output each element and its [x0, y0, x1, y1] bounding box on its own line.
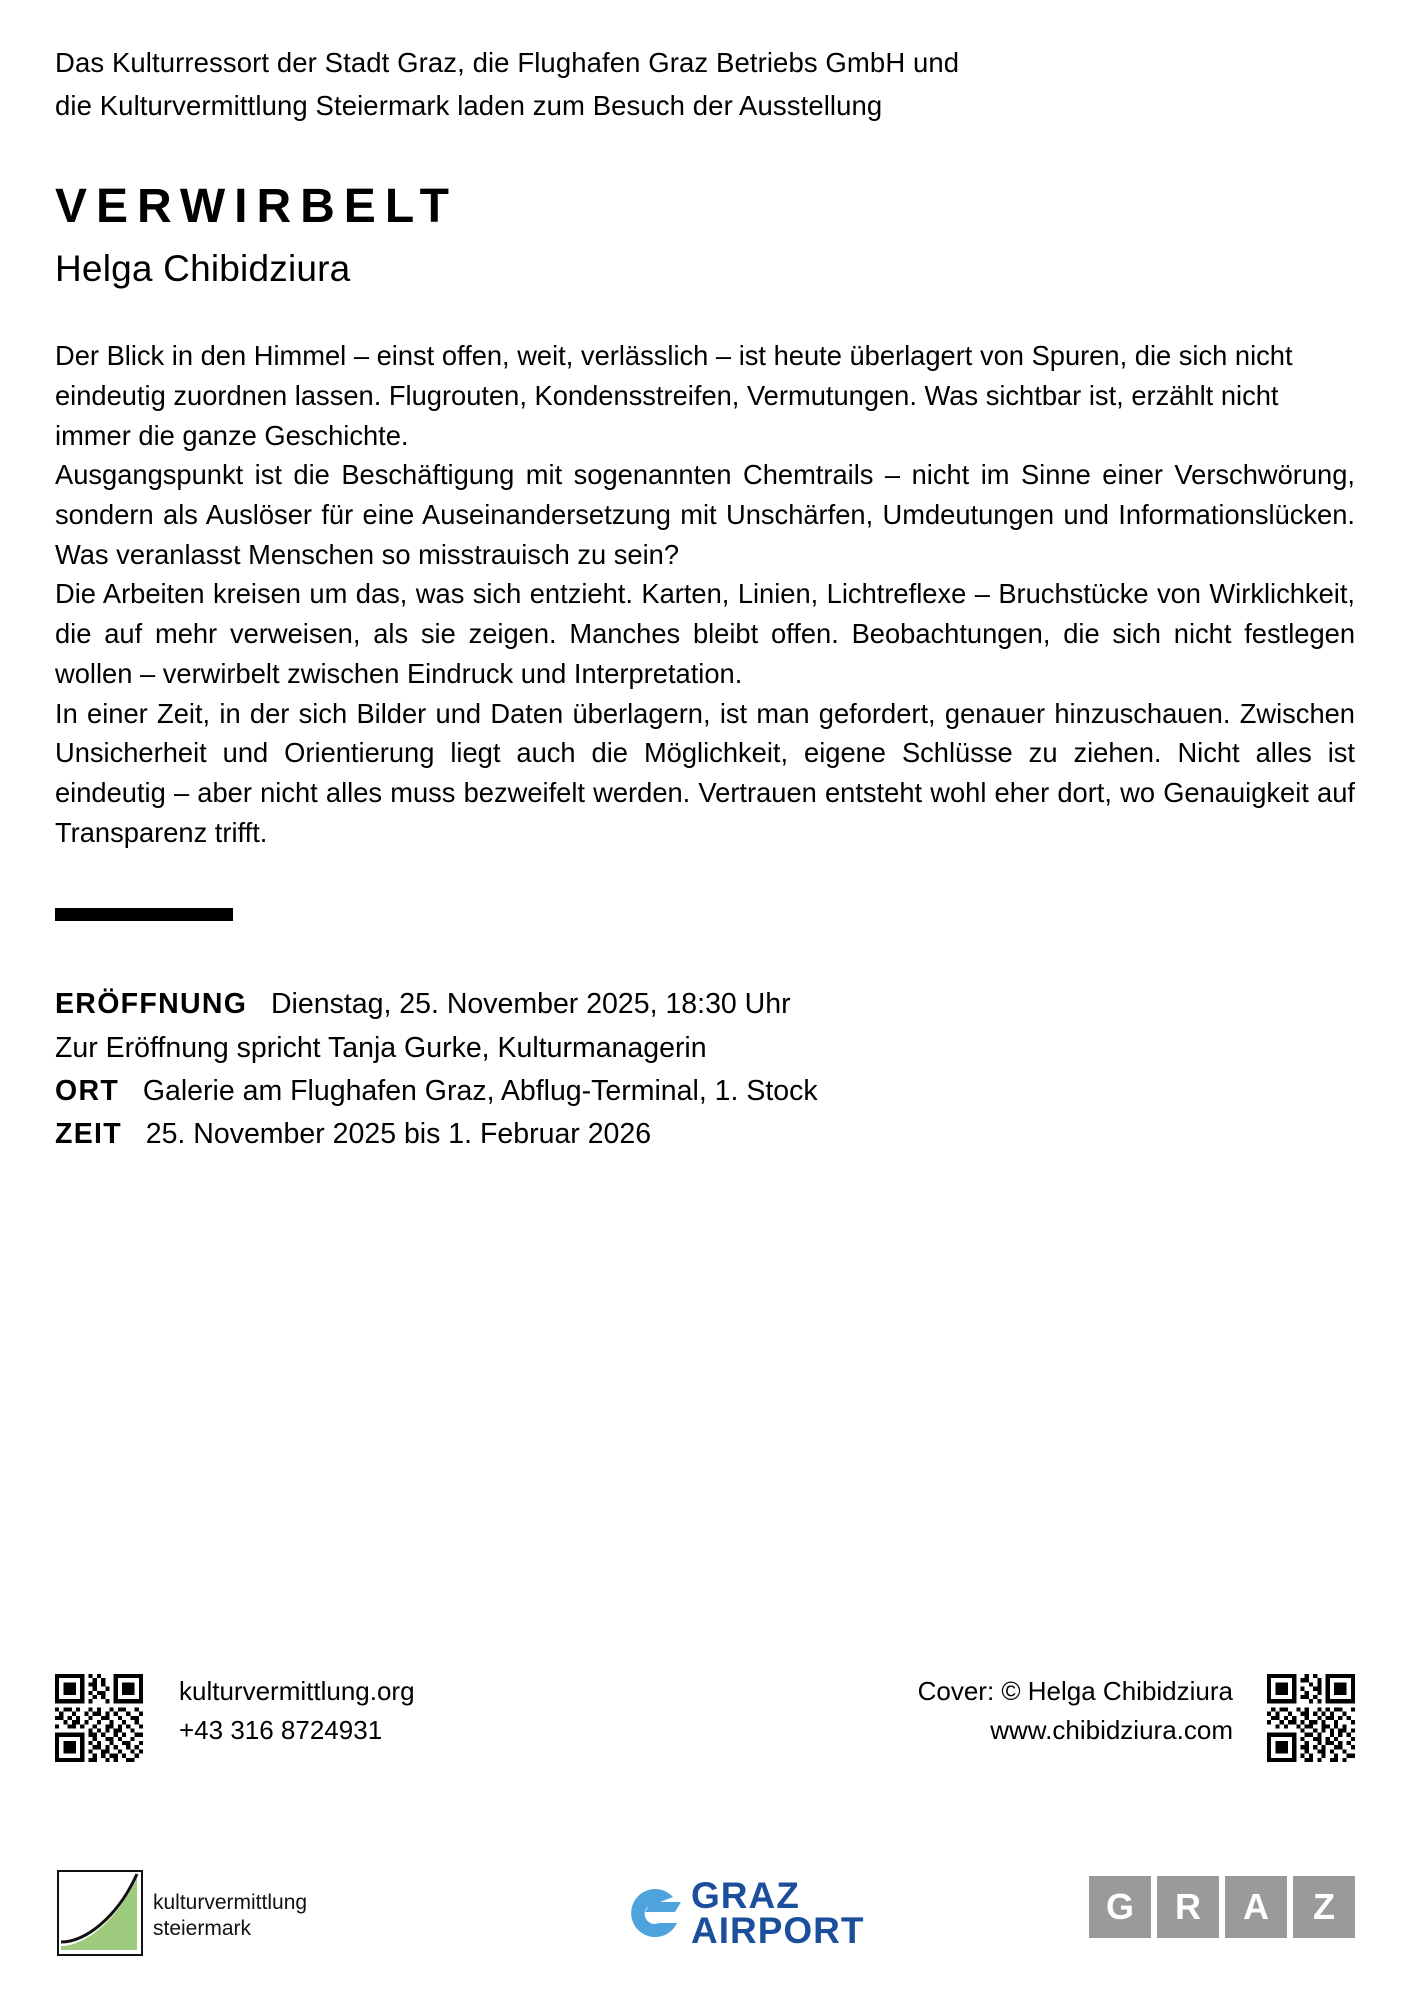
detail-row-time	[55, 1113, 1355, 1156]
kv-line-2: steiermark	[153, 1916, 252, 1940]
intro-line-2: die Kulturvermittlung Steiermark laden zum Besuch der Ausstellung	[55, 89, 883, 121]
contact-phone: +43 316 8724931	[179, 1715, 383, 1745]
description-paragraph-2: Ausgangspunkt ist die Beschäftigung mit sogenannten Chemtrails – nicht im Sinne einer Verschwörung, sondern als Auslöser für eine Auseinandersetzung mit Unschärfen, Umdeutungen und Informationslücken. Was veranlasst Menschen so misstrauisch zu sein?	[55, 459, 1355, 570]
exhibition-artist: Helga Chibidziura	[55, 248, 351, 290]
qr-code-icon-artist[interactable]	[1267, 1674, 1355, 1762]
detail-row-location	[55, 1070, 1355, 1113]
kulturvermittlung-mark-icon	[57, 1870, 143, 1956]
logo-city-of-graz	[1089, 1876, 1355, 1938]
speaker-text: Zur Eröffnung spricht Tanja Gurke, Kulturmanagerin	[55, 1031, 707, 1064]
graz-letter-r: R	[1157, 1876, 1219, 1938]
detail-row-speaker	[55, 1027, 1355, 1070]
description-paragraph-4: In einer Zeit, in der sich Bilder und Daten überlagern, ist man gefordert, genauer hinzuschauen. Zwischen Unsicherheit und Orientierung liegt auch die Möglichkeit, eigene Schlüsse zu ziehen. Nicht alles ist eindeutig – aber nicht alles muss bezweifelt werden. Vertrauen entsteht wohl eher dort, wo Genauigkeit auf Transparenz trifft.	[55, 697, 1355, 848]
intro-paragraph	[55, 42, 1355, 127]
qr-code-icon-kulturvermittlung[interactable]	[55, 1674, 143, 1762]
detail-row-opening	[55, 983, 1355, 1026]
poster-content	[55, 42, 1355, 1157]
logo-kulturvermittlung-steiermark	[57, 1870, 357, 1956]
artist-website[interactable]: www.chibidziura.com	[990, 1715, 1233, 1745]
location-value: Galerie am Flughafen Graz, Abflug-Terminal, 1. Stock	[142, 1075, 818, 1108]
graz-airport-swirl-icon	[615, 1880, 689, 1948]
intro-line-1: Das Kulturressort der Stadt Graz, die Flughafen Graz Betriebs GmbH und	[55, 47, 960, 78]
logo-graz-airport	[615, 1874, 905, 1954]
graz-letter-z: Z	[1293, 1876, 1355, 1938]
contact-website[interactable]: kulturvermittlung.org	[179, 1676, 415, 1706]
graz-letter-g: G	[1089, 1876, 1151, 1938]
opening-value: Dienstag, 25. November 2025, 18:30 Uhr	[270, 988, 791, 1021]
opening-label: ERÖFFNUNG	[55, 988, 248, 1021]
exhibition-description	[55, 336, 1355, 852]
sponsor-logos	[55, 1860, 1355, 1980]
time-value: 25. November 2025 bis 1. Februar 2026	[145, 1118, 652, 1151]
divider-rule	[55, 908, 233, 921]
contact-info-right	[918, 1672, 1233, 1750]
contact-row	[55, 1672, 1355, 1782]
kulturvermittlung-swoosh-icon	[59, 1872, 141, 1954]
graz-airport-wordmark	[691, 1875, 865, 1952]
contact-info-left	[179, 1672, 415, 1750]
description-paragraph-1: Der Blick in den Himmel – einst offen, weit, verlässlich – ist heute überlagert von Spuren, die sich nicht eindeutig zuordnen lassen. Flugrouten, Kondensstreifen, Vermutungen. Was sichtbar ist, erzählt nicht immer die ganze Geschichte.	[55, 340, 1293, 451]
location-label: ORT	[55, 1075, 120, 1108]
graz-airport-line-1: GRAZ	[691, 1875, 800, 1916]
footer-contact-block	[55, 1672, 1355, 1782]
graz-airport-line-2: AIRPORT	[691, 1910, 865, 1952]
graz-letter-a: A	[1225, 1876, 1287, 1938]
time-label: ZEIT	[55, 1118, 122, 1151]
event-details	[55, 983, 1355, 1156]
kv-line-1: kulturvermittlung	[153, 1891, 308, 1914]
description-paragraph-3: Die Arbeiten kreisen um das, was sich entzieht. Karten, Linien, Lichtreflexe – Bruchstücke von Wirklichkeit, die auf mehr verweisen, als sie zeigen. Manches bleibt offen. Beobachtungen, die sich nicht festlegen wollen – verwirbelt zwischen Eindruck und Interpretation.	[55, 578, 1355, 689]
kulturvermittlung-wordmark	[153, 1890, 307, 1941]
exhibition-title: VERWIRBELT	[55, 180, 458, 234]
cover-credit: Cover: © Helga Chibidziura	[917, 1676, 1233, 1706]
